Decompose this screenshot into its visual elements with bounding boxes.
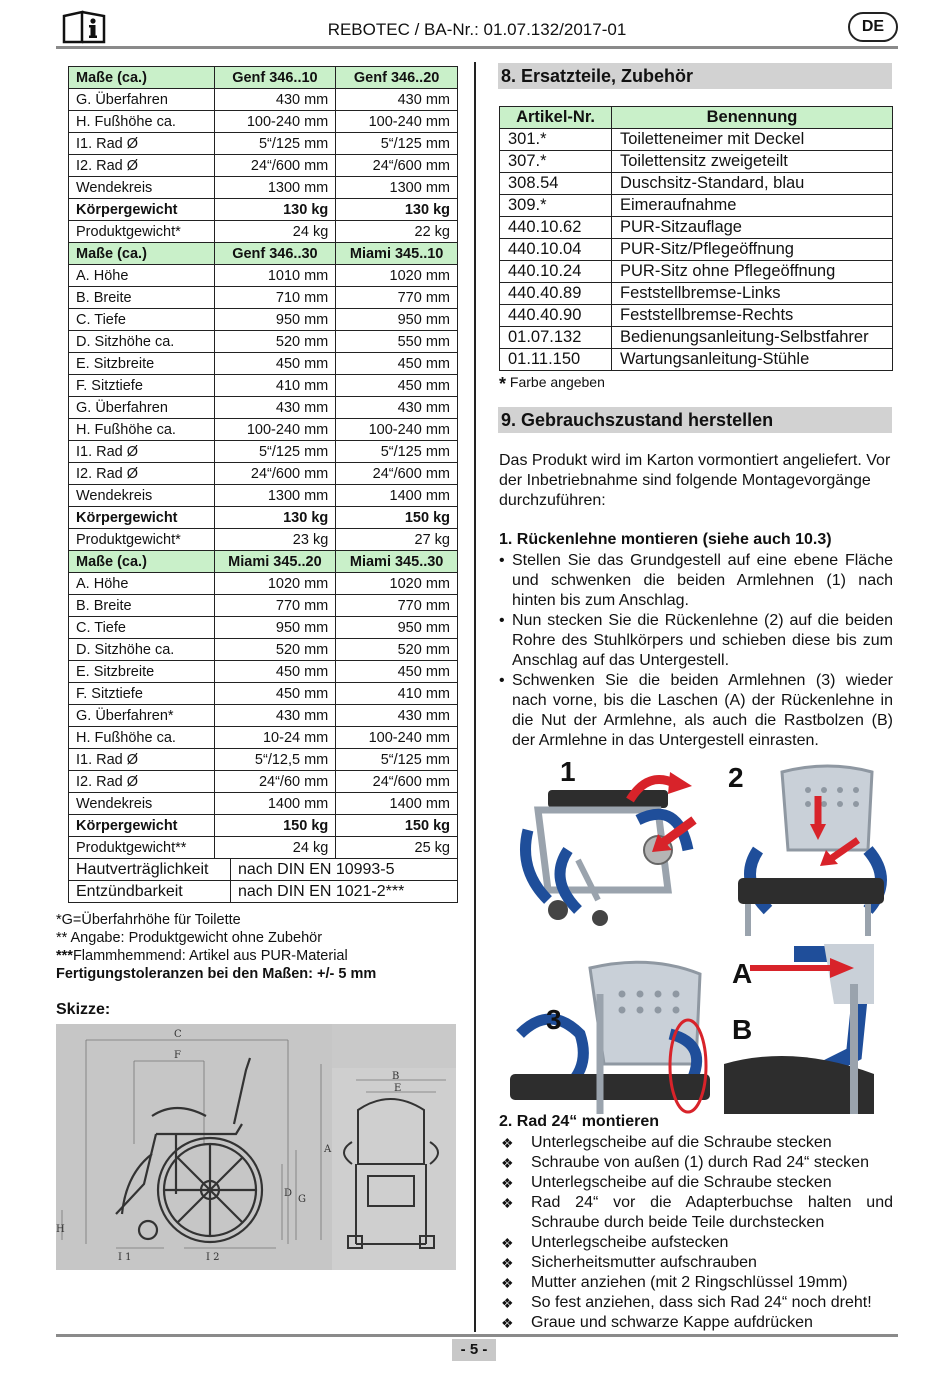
value-model-2: 950 mm xyxy=(336,617,458,639)
row-label: E. Sitzbreite xyxy=(69,353,215,375)
row-label: F. Sitztiefe xyxy=(69,683,215,705)
table-row xyxy=(69,265,458,287)
article-number: 440.10.04 xyxy=(500,239,612,261)
value-model-1: 950 mm xyxy=(214,617,336,639)
table-row xyxy=(500,195,893,217)
footnotes xyxy=(56,911,376,983)
value-model-1: 450 mm xyxy=(214,683,336,705)
article-number: 309.* xyxy=(500,195,612,217)
article-number: 440.10.62 xyxy=(500,217,612,239)
value-model-2: Miami 345..10 xyxy=(336,243,458,265)
table-row xyxy=(69,727,458,749)
note-text: Farbe angeben xyxy=(509,374,605,390)
row-label: H. Fußhöhe ca. xyxy=(69,419,215,441)
table-row xyxy=(500,129,893,151)
list-item: • Nun stecken Sie die Rückenlehne (2) auf die beiden Rohre des Stuhlkörpers und schieben diese bis zum Anschlag auf das Untergestell. xyxy=(499,611,893,671)
page-header xyxy=(56,8,898,48)
language-badge: DE xyxy=(848,12,898,42)
section-9-heading: 9. Gebrauchszustand herstellen xyxy=(498,407,892,433)
value-model-1: 23 kg xyxy=(214,529,336,551)
value-model-2: 100-240 mm xyxy=(336,727,458,749)
value-model-1: 1300 mm xyxy=(214,177,336,199)
value-model-2: 5“/125 mm xyxy=(336,749,458,771)
value-model-2: 430 mm xyxy=(336,89,458,111)
row-label: Körpergewicht xyxy=(69,815,215,837)
table-row xyxy=(69,683,458,705)
standard-label: Hautverträglichkeit xyxy=(69,859,231,881)
table-row xyxy=(69,639,458,661)
value-model-1: 410 mm xyxy=(214,375,336,397)
value-model-2: 450 mm xyxy=(336,661,458,683)
row-label: G. Überfahren* xyxy=(69,705,215,727)
article-name: Toiletteneimer mit Deckel xyxy=(612,129,893,151)
table-row xyxy=(69,705,458,727)
list-item: ❖ Mutter anziehen (mit 2 Ringschlüssel 19mm) xyxy=(499,1273,893,1293)
value-model-2: 1300 mm xyxy=(336,177,458,199)
value-model-2: 24“/600 mm xyxy=(336,771,458,793)
value-model-1: 5“/125 mm xyxy=(214,133,336,155)
footnote: ** Angabe: Produktgewicht ohne Zubehör xyxy=(56,930,323,946)
table-row xyxy=(500,151,893,173)
value-model-2: 130 kg xyxy=(336,199,458,221)
table-row xyxy=(500,217,893,239)
sketch-label-h: H xyxy=(56,1224,65,1235)
sketch-label-c: C xyxy=(174,1029,182,1040)
value-model-1: 430 mm xyxy=(214,397,336,419)
table-row xyxy=(500,349,893,371)
list-item: ❖ Sicherheitsmutter aufschrauben xyxy=(499,1253,893,1273)
row-label: A. Höhe xyxy=(69,573,215,595)
table-header-row xyxy=(69,551,458,573)
value-model-2: 25 kg xyxy=(336,837,458,859)
photo-label-a: A xyxy=(732,958,753,989)
row-label: I1. Rad Ø xyxy=(69,441,215,463)
sketch-label-d: D xyxy=(284,1188,293,1199)
wheelchair-sketch-drawing xyxy=(56,1024,456,1270)
table-row xyxy=(69,155,458,177)
row-label: I2. Rad Ø xyxy=(69,155,215,177)
row-label: Maße (ca.) xyxy=(69,67,215,89)
row-label: I2. Rad Ø xyxy=(69,771,215,793)
value-model-1: 710 mm xyxy=(214,287,336,309)
row-label: Maße (ca.) xyxy=(69,551,215,573)
row-label: D. Sitzhöhe ca. xyxy=(69,639,215,661)
photo-armrest-lock xyxy=(510,954,710,1114)
table-row xyxy=(69,331,458,353)
table-row xyxy=(500,239,893,261)
value-model-2: 410 mm xyxy=(336,683,458,705)
photo-label-2: 2 xyxy=(728,762,744,793)
value-model-1: 24“/600 mm xyxy=(214,155,336,177)
table-row xyxy=(69,397,458,419)
row-label: Wendekreis xyxy=(69,485,215,507)
value-model-2: 430 mm xyxy=(336,397,458,419)
column-header-name: Benennung xyxy=(612,107,893,129)
column-header-article: Artikel-Nr. xyxy=(500,107,612,129)
article-name: Toilettensitz zweigeteilt xyxy=(612,151,893,173)
sketch-heading: Skizze: xyxy=(56,1001,111,1018)
footnote-text: Flammhemmend: Artikel aus PUR-Material xyxy=(72,948,348,964)
table-row xyxy=(69,89,458,111)
list-item: ❖ Rad 24“ vor die Adapterbuchse halten und Schraube durch beide Teile durchstecken xyxy=(499,1193,893,1233)
table-row xyxy=(69,617,458,639)
value-model-2: 550 mm xyxy=(336,331,458,353)
value-model-2: 1020 mm xyxy=(336,265,458,287)
note-star: * xyxy=(499,374,507,394)
page-number: - 5 - xyxy=(452,1339,496,1361)
value-model-1: 1010 mm xyxy=(214,265,336,287)
table-row xyxy=(69,837,458,859)
row-label: B. Breite xyxy=(69,595,215,617)
table-row xyxy=(69,529,458,551)
table-row xyxy=(69,133,458,155)
value-model-1: 430 mm xyxy=(214,89,336,111)
article-number: 440.40.90 xyxy=(500,305,612,327)
tolerance-note: Fertigungstoleranzen bei den Maßen: +/- 5 mm xyxy=(56,966,377,982)
value-model-2: 520 mm xyxy=(336,639,458,661)
value-model-1: Genf 346..30 xyxy=(214,243,336,265)
value-model-1: 24“/600 mm xyxy=(214,463,336,485)
value-model-2: 100-240 mm xyxy=(336,419,458,441)
photo-backrest-insert xyxy=(718,760,888,936)
value-model-2: 27 kg xyxy=(336,529,458,551)
article-name: PUR-Sitz/Pflegeöffnung xyxy=(612,239,893,261)
article-name: PUR-Sitz ohne Pflegeöffnung xyxy=(612,261,893,283)
value-model-1: 1300 mm xyxy=(214,485,336,507)
photo-label-b: B xyxy=(732,1014,753,1045)
standards-table xyxy=(68,858,458,903)
footnote: *G=Überfahrhöhe für Toilette xyxy=(56,912,241,928)
table-row xyxy=(500,173,893,195)
document-title: REBOTEC / BA-Nr.: 01.07.132/2017-01 xyxy=(327,20,627,39)
table-row xyxy=(69,111,458,133)
table-row xyxy=(69,199,458,221)
row-label: Wendekreis xyxy=(69,793,215,815)
photo-armrest-swing xyxy=(508,760,704,928)
footnote-marker: *** xyxy=(56,948,73,964)
value-model-1: 130 kg xyxy=(214,199,336,221)
value-model-1: 950 mm xyxy=(214,309,336,331)
value-model-2: 5“/125 mm xyxy=(336,133,458,155)
table-row xyxy=(69,463,458,485)
value-model-2: 22 kg xyxy=(336,221,458,243)
value-model-1: 24 kg xyxy=(214,837,336,859)
article-name: Wartungsanleitung-Stühle xyxy=(612,349,893,371)
color-note xyxy=(499,374,605,395)
photo-label-3: 3 xyxy=(546,1004,562,1035)
article-name: Duschsitz-Standard, blau xyxy=(612,173,893,195)
sketch-label-g: G xyxy=(298,1194,306,1205)
value-model-1: 130 kg xyxy=(214,507,336,529)
list-item: ❖ Unterlegscheibe aufstecken xyxy=(499,1233,893,1253)
chair-photo-1 xyxy=(508,760,704,928)
row-label: G. Überfahren xyxy=(69,397,215,419)
sketch-label-e: E xyxy=(394,1083,402,1094)
value-model-1: 100-240 mm xyxy=(214,419,336,441)
value-model-1: 520 mm xyxy=(214,331,336,353)
table-header-row xyxy=(69,243,458,265)
row-label: Maße (ca.) xyxy=(69,243,215,265)
article-name: Bedienungsanleitung-Selbstfahrer xyxy=(612,327,893,349)
value-model-1: 5“/125 mm xyxy=(214,441,336,463)
value-model-1: 150 kg xyxy=(214,815,336,837)
row-label: H. Fußhöhe ca. xyxy=(69,111,215,133)
row-label: F. Sitztiefe xyxy=(69,375,215,397)
row-label: C. Tiefe xyxy=(69,309,215,331)
value-model-2: 450 mm xyxy=(336,353,458,375)
value-model-2: 430 mm xyxy=(336,705,458,727)
photo-latch-detail xyxy=(724,944,884,1114)
value-model-2: 950 mm xyxy=(336,309,458,331)
value-model-2: 5“/125 mm xyxy=(336,441,458,463)
step-2-list xyxy=(499,1133,893,1333)
article-name: Feststellbremse-Rechts xyxy=(612,305,893,327)
table-row xyxy=(69,661,458,683)
standard-value: nach DIN EN 10993-5 xyxy=(231,859,458,881)
table-row xyxy=(69,353,458,375)
list-item: ❖ Schraube von außen (1) durch Rad 24“ stecken xyxy=(499,1153,893,1173)
table-row xyxy=(69,881,458,903)
table-row xyxy=(69,221,458,243)
value-model-1: 10-24 mm xyxy=(214,727,336,749)
section-8-heading: 8. Ersatzteile, Zubehör xyxy=(498,63,892,89)
list-item: ❖ So fest anziehen, dass sich Rad 24“ noch dreht! xyxy=(499,1293,893,1313)
value-model-1: 450 mm xyxy=(214,353,336,375)
row-label: D. Sitzhöhe ca. xyxy=(69,331,215,353)
dimensions-table xyxy=(68,66,458,859)
table-row xyxy=(69,859,458,881)
value-model-2: 1400 mm xyxy=(336,793,458,815)
table-row xyxy=(69,595,458,617)
standard-value: nach DIN EN 1021-2*** xyxy=(231,881,458,903)
spare-parts-table xyxy=(499,106,893,371)
table-row xyxy=(69,793,458,815)
photo-label-1: 1 xyxy=(560,760,576,787)
sketch-label-f: F xyxy=(174,1050,181,1061)
row-label: Produktgewicht* xyxy=(69,529,215,551)
table-row xyxy=(69,485,458,507)
row-label: Produktgewicht** xyxy=(69,837,215,859)
section-9-intro: Das Produkt wird im Karton vormontiert angeliefert. Vor der Inbetriebnahme sind folgende Montagevorgänge durchzuführen: xyxy=(499,452,891,509)
value-model-1: 5“/12,5 mm xyxy=(214,749,336,771)
value-model-1: 24“/60 mm xyxy=(214,771,336,793)
value-model-1: 520 mm xyxy=(214,639,336,661)
value-model-1: 1400 mm xyxy=(214,793,336,815)
table-row xyxy=(69,419,458,441)
article-number: 301.* xyxy=(500,129,612,151)
article-name: Eimeraufnahme xyxy=(612,195,893,217)
value-model-1: 770 mm xyxy=(214,595,336,617)
value-model-2: 1020 mm xyxy=(336,573,458,595)
table-row xyxy=(69,287,458,309)
chair-photo-3 xyxy=(510,954,710,1114)
table-row xyxy=(69,177,458,199)
list-item: ❖ Unterlegscheibe auf die Schraube stecken xyxy=(499,1173,893,1193)
row-label: C. Tiefe xyxy=(69,617,215,639)
header-rule xyxy=(56,46,898,49)
row-label: Körpergewicht xyxy=(69,199,215,221)
table-row xyxy=(69,441,458,463)
step-1-title: 1. Rückenlehne montieren (siehe auch 10.3) xyxy=(499,531,832,548)
table-row xyxy=(500,283,893,305)
article-name: PUR-Sitzauflage xyxy=(612,217,893,239)
standard-label: Entzündbarkeit xyxy=(69,881,231,903)
value-model-2: Genf 346..20 xyxy=(336,67,458,89)
row-label: A. Höhe xyxy=(69,265,215,287)
table-row xyxy=(500,305,893,327)
row-label: Körpergewicht xyxy=(69,507,215,529)
table-row xyxy=(69,815,458,837)
value-model-2: 150 kg xyxy=(336,815,458,837)
value-model-2: 770 mm xyxy=(336,595,458,617)
value-model-1: 430 mm xyxy=(214,705,336,727)
table-row xyxy=(69,771,458,793)
row-label: Wendekreis xyxy=(69,177,215,199)
value-model-2: Miami 345..30 xyxy=(336,551,458,573)
row-label: Produktgewicht* xyxy=(69,221,215,243)
value-model-2: 150 kg xyxy=(336,507,458,529)
value-model-2: 770 mm xyxy=(336,287,458,309)
article-number: 01.07.132 xyxy=(500,327,612,349)
sketch-label-a: A xyxy=(324,1144,332,1155)
row-label: B. Breite xyxy=(69,287,215,309)
sketch-label-i1: I 1 xyxy=(118,1252,132,1263)
table-row xyxy=(69,507,458,529)
value-model-1: Genf 346..10 xyxy=(214,67,336,89)
table-header-row xyxy=(69,67,458,89)
value-model-2: 450 mm xyxy=(336,375,458,397)
list-item: ❖ Unterlegscheibe auf die Schraube stecken xyxy=(499,1133,893,1153)
table-row xyxy=(69,309,458,331)
value-model-2: 24“/600 mm xyxy=(336,463,458,485)
value-model-1: 1020 mm xyxy=(214,573,336,595)
table-row xyxy=(500,261,893,283)
article-number: 440.40.89 xyxy=(500,283,612,305)
row-label: E. Sitzbreite xyxy=(69,661,215,683)
row-label: I2. Rad Ø xyxy=(69,463,215,485)
dimension-sketch xyxy=(56,1024,456,1270)
article-number: 440.10.24 xyxy=(500,261,612,283)
sketch-label-i2: I 2 xyxy=(206,1252,220,1263)
row-label: G. Überfahren xyxy=(69,89,215,111)
list-item: • Stellen Sie das Grundgestell auf eine ebene Fläche und schwenken die beiden Armlehnen (1) nach hinten bis zum Anschlag. xyxy=(499,551,893,611)
article-number: 01.11.150 xyxy=(500,349,612,371)
sketch-label-b: B xyxy=(392,1071,400,1082)
value-model-2: 1400 mm xyxy=(336,485,458,507)
table-row xyxy=(500,327,893,349)
value-model-2: 100-240 mm xyxy=(336,111,458,133)
table-row xyxy=(69,573,458,595)
value-model-1: 450 mm xyxy=(214,661,336,683)
step-1-list xyxy=(499,551,893,751)
article-name: Feststellbremse-Links xyxy=(612,283,893,305)
row-label: I1. Rad Ø xyxy=(69,133,215,155)
row-label: I1. Rad Ø xyxy=(69,749,215,771)
table-row xyxy=(69,749,458,771)
value-model-2: 24“/600 mm xyxy=(336,155,458,177)
value-model-1: Miami 345..20 xyxy=(214,551,336,573)
table-header-row xyxy=(500,107,893,129)
step-2-title: 2. Rad 24“ montieren xyxy=(499,1113,660,1130)
article-number: 307.* xyxy=(500,151,612,173)
value-model-1: 100-240 mm xyxy=(214,111,336,133)
column-divider xyxy=(474,62,476,1332)
row-label: H. Fußhöhe ca. xyxy=(69,727,215,749)
footer-rule xyxy=(56,1334,898,1337)
list-item: • Schwenken Sie die beiden Armlehnen (3) wieder nach vorne, bis die Laschen (A) der Rückenlehne in die Nut der Armlehne, als auch die Rastbolzen (B) der Armlehne in das Untergestell einrasten. xyxy=(499,671,893,751)
table-row xyxy=(69,375,458,397)
value-model-1: 24 kg xyxy=(214,221,336,243)
article-number: 308.54 xyxy=(500,173,612,195)
list-item: ❖ Graue und schwarze Kappe aufdrücken xyxy=(499,1313,893,1333)
footnote xyxy=(56,947,376,965)
